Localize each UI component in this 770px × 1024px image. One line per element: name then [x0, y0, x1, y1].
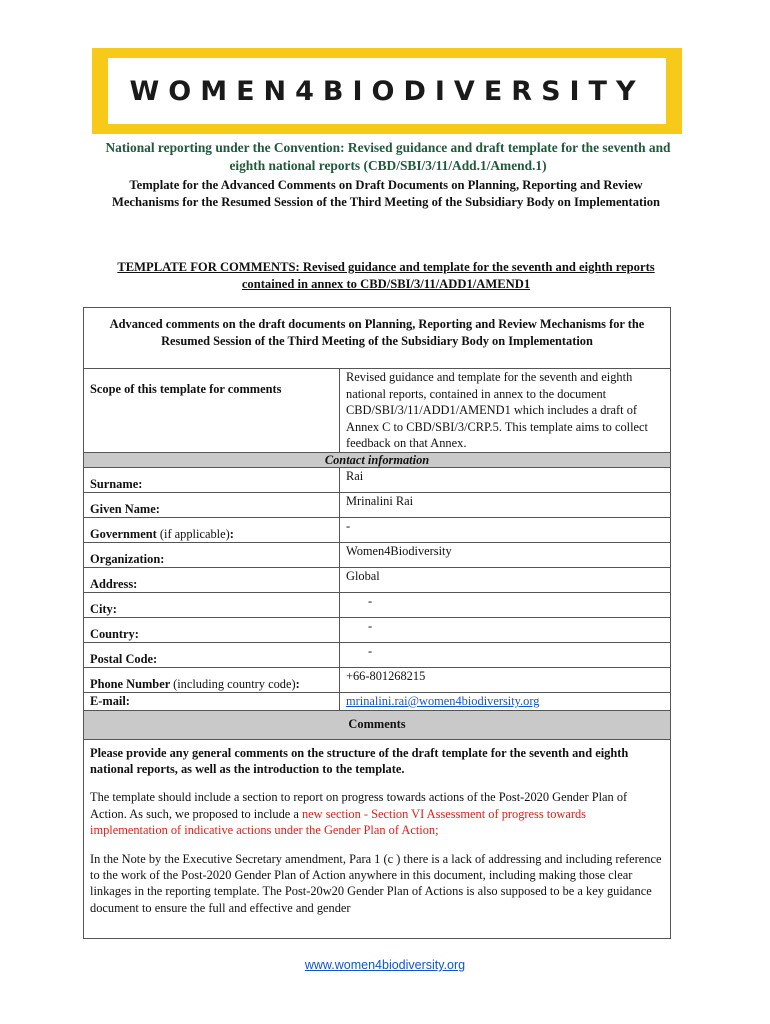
government-label-text: Government: [90, 526, 157, 541]
email-link[interactable]: mrinalini.rai@women4biodiversity.org: [346, 694, 540, 708]
city-label: City:: [84, 593, 340, 618]
logo-banner: [92, 48, 682, 134]
country-label: Country:: [84, 618, 340, 643]
government-label-colon: :: [229, 526, 234, 541]
comment-paragraph-2: In the Note by the Executive Secretary amendment, Para 1 (c ) there is a lack of addressing and including reference to the work of the Post-2020 Gender Plan of Action anywhere in this document, including making those clear linkages in the reporting template. The Post-20w20 Gender Plan of Actions is also supposed to be a key guidance document to ensure the full and effective and gender: [90, 851, 662, 915]
address-label: Address:: [84, 568, 340, 593]
table-header: Advanced comments on the draft documents on Planning, Reporting and Review Mechanisms for the Resumed Session of the Third Meeting of the Subsidiary Body on Implementation: [84, 308, 671, 369]
phone-label: [84, 668, 340, 693]
logo-text: WOMEN4BIODIVERSITY: [129, 75, 645, 107]
document-title: National reporting under the Convention: Revised guidance and draft template for the seventh and eighth national reports (CBD/SBI/3/11/Add.1/Amend.1): [105, 140, 671, 173]
government-label-note: (if applicable): [159, 526, 230, 541]
postal-code-field[interactable]: -: [340, 643, 671, 668]
comment-1-text: The template should include a section to report on progress towards actions of the Post-2020 Gender Plan of Action. As such, we proposed to include a: [90, 790, 628, 821]
scope-label: Scope of this template for comments: [84, 369, 340, 453]
organization-label: Organization:: [84, 543, 340, 568]
scope-value: Revised guidance and template for the seventh and eighth national reports, contained in annex to the document CBD/SBI/3/11/ADD1/AMEND1 which includes a draft of Annex C to CBD/SBI/3/CRP.5. This template aims to collect feedback on that Annex.: [340, 369, 671, 453]
phone-label-note: (including country code): [173, 676, 296, 691]
comment-paragraph-1: [90, 789, 664, 838]
footer-website-link[interactable]: www.women4biodiversity.org: [304, 958, 466, 972]
surname-label: Surname:: [84, 468, 340, 493]
country-field[interactable]: -: [340, 618, 671, 643]
document-subtitle: Template for the Advanced Comments on Draft Documents on Planning, Reporting and Review Mechanisms for the Resumed Session of the Third Meeting of the Subsidiary Body on Implementation: [111, 178, 661, 209]
phone-field[interactable]: +66-801268215: [340, 668, 671, 693]
comments-area[interactable]: [84, 739, 671, 938]
comments-header: Comments: [84, 710, 671, 739]
logo-box: [108, 58, 666, 124]
email-cell: [340, 693, 671, 711]
organization-field[interactable]: Women4Biodiversity: [340, 543, 671, 568]
comments-form-table: [83, 307, 671, 939]
template-title: TEMPLATE FOR COMMENTS: Revised guidance and template for the seventh and eighth reports contained in annex to CBD/SBI/3/11/ADD1/AMEND1: [117, 260, 655, 291]
phone-label-colon: :: [295, 676, 300, 691]
surname-field[interactable]: Rai: [340, 468, 671, 493]
city-field[interactable]: -: [340, 593, 671, 618]
phone-label-text: Phone Number: [90, 676, 170, 691]
comment-1-proposal: new section - Section VI Assessment of progress towards implementation of indicative actions under the Gender Plan of Action;: [90, 806, 587, 838]
email-label: E-mail:: [84, 693, 340, 711]
given-name-field[interactable]: Mrinalini Rai: [340, 493, 671, 518]
address-field[interactable]: Global: [340, 568, 671, 593]
postal-code-label: Postal Code:: [84, 643, 340, 668]
comments-prompt: Please provide any general comments on the structure of the draft template for the seventh and eighth national reports, as well as the introduction to the template.: [90, 745, 629, 776]
government-label: [84, 518, 340, 543]
government-field[interactable]: -: [340, 518, 671, 543]
given-name-label: Given Name:: [84, 493, 340, 518]
contact-info-header: Contact information: [84, 453, 671, 468]
